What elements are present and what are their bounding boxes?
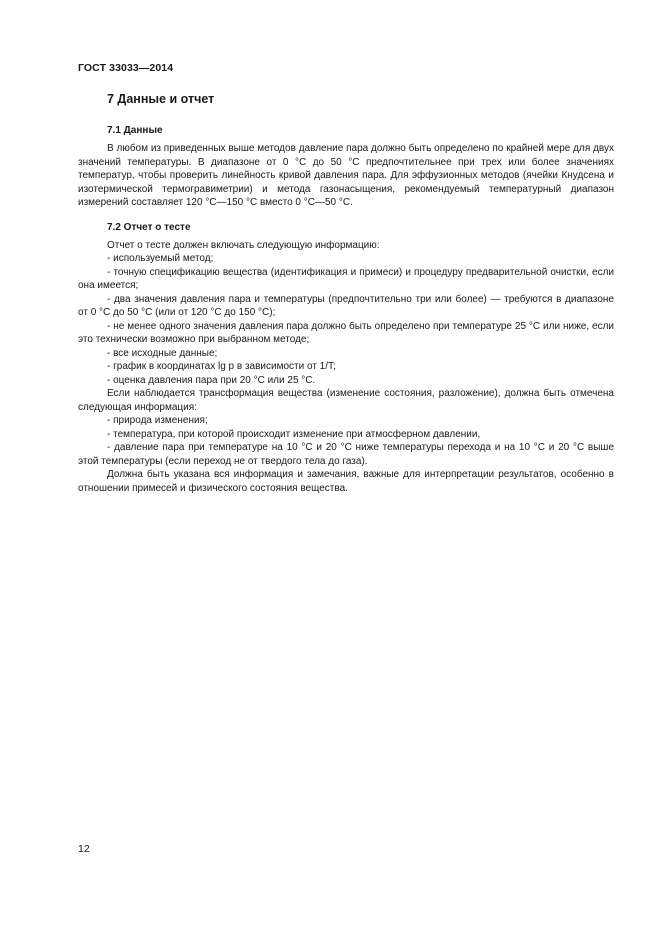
- list-item: - используемый метод;: [107, 253, 214, 264]
- paragraph: Отчет о тесте должен включать следующую информацию:: [107, 239, 380, 251]
- paragraph: В любом из приведенных выше методов давление пара должно быть определено по крайней мере для двух значений температуры. В диапазоне от 0 °С до 50 °С предпочтительнее при трех или более значениях температур, чтобы проверить линейность кривой давления пара. Для эффузионных методов (ячейки Кнудсена и изотермической термогравиметрии) и метода газонасыщения, рекомендуемый температурный диапазон измерений составляет 120 °С—150 °С вместо 0 °С—50 °С.: [78, 143, 614, 208]
- list-item: - точную спецификацию вещества (идентификация и примеси) и процедуру предварительной очистки, если она имеется;: [78, 266, 614, 291]
- subsection-title-data: 7.1 Данные: [107, 125, 163, 136]
- list-item: - все исходные данные;: [107, 347, 218, 359]
- section-title: 7 Данные и отчет: [107, 92, 215, 106]
- list-item: - оценка давления пара при 20 °С или 25 °С.: [107, 374, 316, 386]
- subsection-title-report: 7.2 Отчет о тесте: [107, 221, 191, 233]
- list-item: - природа изменения;: [107, 415, 208, 426]
- list-item: - температура, при которой происходит изменение при атмосферном давлении,: [107, 428, 481, 440]
- list-item: - не менее одного значения давления пара должно быть определено при температуре 25 °С или ниже, если это технически возможно при выбранном методе;: [78, 320, 614, 345]
- list-item: - давление пара при температуре на 10 °С и 20 °С ниже температуры перехода и на 10 °С и 20 °С выше этой температуры (если переход не от твердого тела до газа).: [78, 442, 614, 467]
- page-content: [78, 90, 614, 495]
- paragraph: Если наблюдается трансформация вещества (изменение состояния, разложение), должна быть отмечена следующая информация:: [78, 388, 614, 413]
- document-id: ГОСТ 33033—2014: [78, 62, 174, 74]
- paragraph: Должна быть указана вся информация и замечания, важные для интерпретации результатов, особенно в отношении примесей и физического состояния вещества.: [78, 469, 614, 494]
- list-item: - два значения давления пара и температуры (предпочтительно три или более) — требуются в диапазоне от 0 °С до 50 °С (или от 120 °С до 150 °С);: [78, 293, 614, 318]
- list-item: - график в координатах lg p в зависимости от 1/T;: [107, 361, 336, 372]
- page-number: 12: [78, 843, 90, 855]
